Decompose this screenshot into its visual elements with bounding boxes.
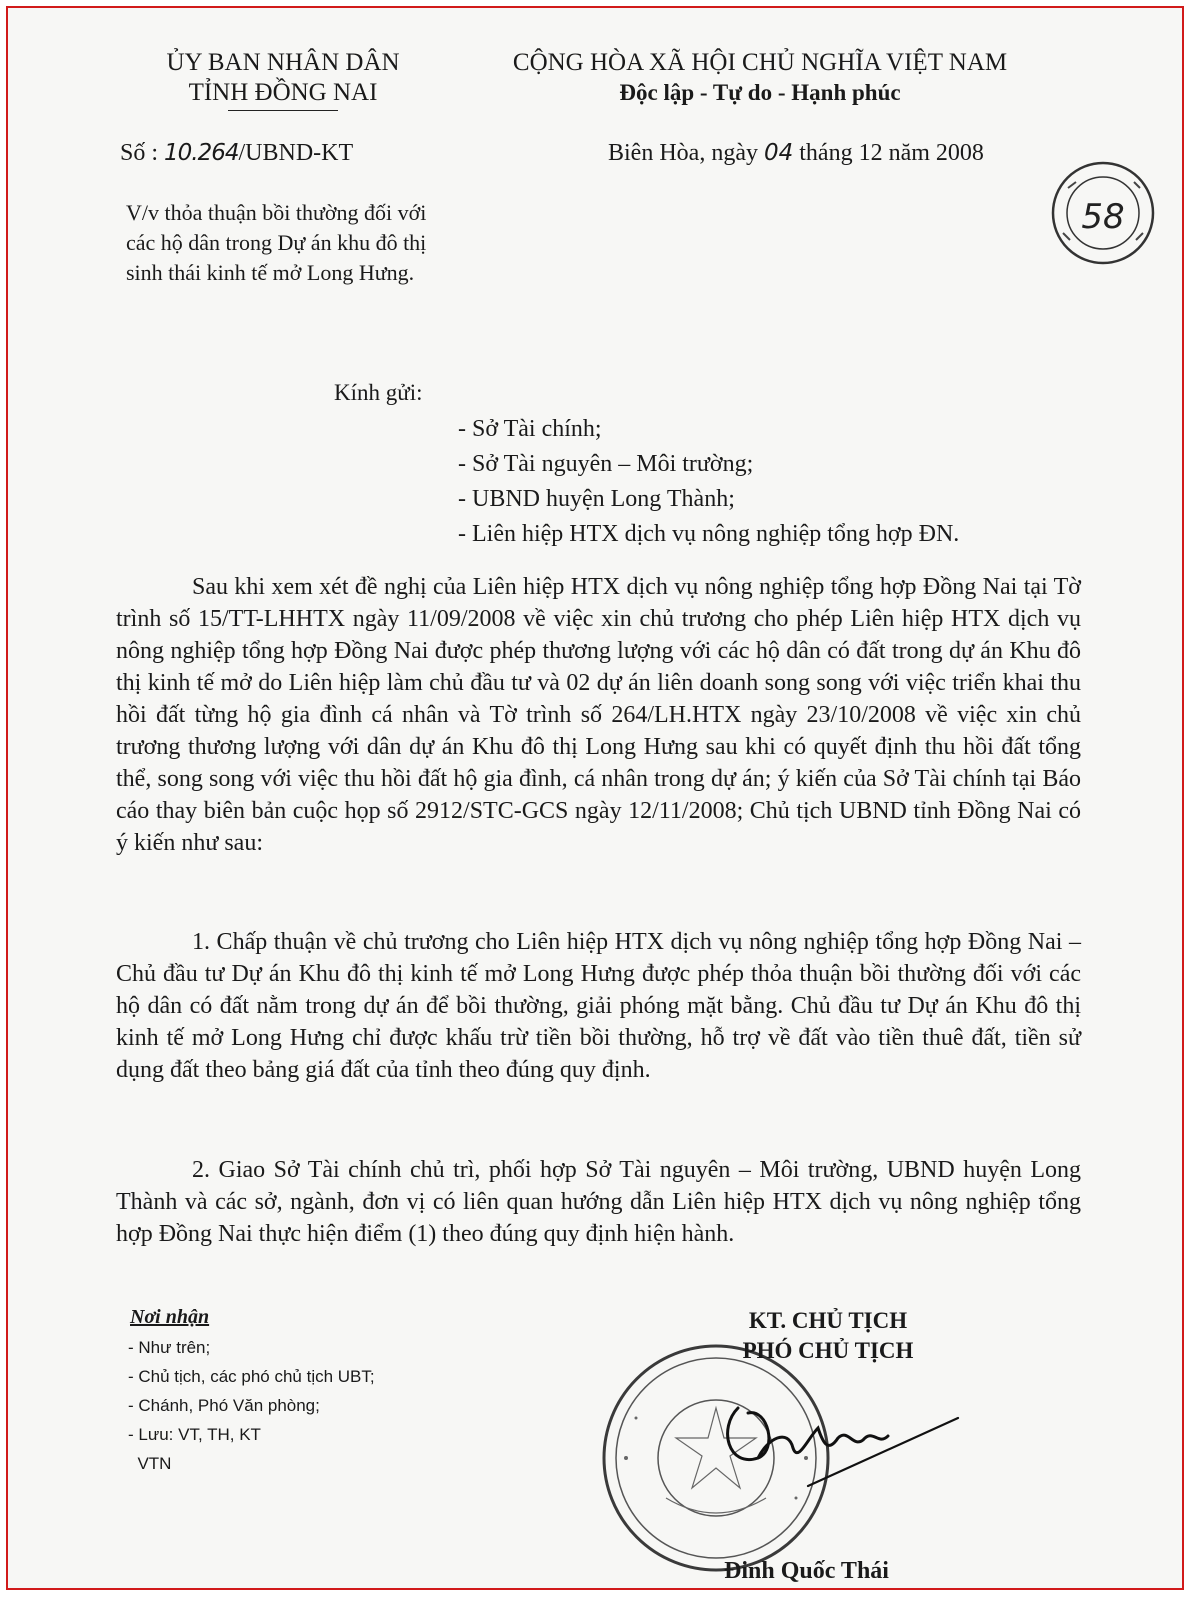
nation-header — [470, 48, 1050, 108]
document-page — [6, 6, 1184, 1590]
sign-line2: PHÓ CHỦ TỊCH — [742, 1338, 914, 1363]
agency-line1: ỦY BAN NHÂN DÂN — [166, 49, 400, 76]
nation-line1: CỘNG HÒA XÃ HỘI CHỦ NGHĨA VIỆT NAM — [512, 49, 1008, 76]
nation-motto: Độc lập - Tự do - Hạnh phúc — [619, 80, 901, 105]
recipient-item: - UBND huyện Long Thành; — [458, 486, 735, 512]
recipient-item: - Sở Tài nguyên – Môi trường; — [458, 451, 754, 477]
signature-title — [688, 1306, 968, 1366]
stamp-number: 58 — [1081, 197, 1125, 237]
recipients-label: Kính gửi: — [334, 380, 423, 405]
document-number — [120, 140, 353, 167]
sign-line1: KT. CHỦ TỊCH — [748, 1308, 908, 1333]
received-stamp — [1048, 158, 1158, 268]
noi-nhan-item: - Chủ tịch, các phó chủ tịch UBT; — [128, 1367, 375, 1386]
body-paragraph-1: Sau khi xem xét đề nghị của Liên hiệp HTX dịch vụ nông nghiệp tổng hợp Đồng Nai tại Tờ trình số 15/TT-LHHTX ngày 11/09/2008 về việc xin chủ trương cho phép Liên hiệp HTX dịch vụ nông nghiệp tổng hợp Đồng Nai được phép thương lượng với các hộ dân có đất trong dự án Khu đô thị kinh tế mở do Liên hiệp làm chủ đầu tư và 02 dự án liên doanh song song với việc triển khai thu hồi đất từng hộ gia đình cá nhân và Tờ trình số 264/LH.HTX ngày 23/10/2008 về việc xin chủ trương thương lượng với dân dự án Khu đô thị Long Hưng sau khi có quyết định thu hồi đất tổng thể, song song với việc thu hồi đất hộ gia đình, cá nhân trong dự án; ý kiến của Sở Tài chính tại Báo cáo thay biên bản cuộc họp số 2912/STC-GCS ngày 12/11/2008; Chủ tịch UBND tỉnh Đồng Nai có ý kiến như sau: — [116, 574, 1081, 856]
signer-name: Đinh Quốc Thái — [724, 1558, 889, 1584]
body-paragraph-3: 2. Giao Sở Tài chính chủ trì, phối hợp Sở Tài nguyên – Môi trường, UBND huyện Long Thành và các sở, ngành, đơn vị có liên quan hướng dẫn Liên hiệp HTX dịch vụ nông nghiệp tổng hợp Đồng Nai thực hiện điểm (1) theo đúng quy định hiện hành. — [116, 1157, 1081, 1247]
number-suffix: /UBND-KT — [238, 140, 354, 166]
noi-nhan-item: - Lưu: VT, TH, KT — [128, 1425, 261, 1444]
body-paragraph-2: 1. Chấp thuận về chủ trương cho Liên hiệp HTX dịch vụ nông nghiệp tổng hợp Đồng Nai – Chủ đầu tư Dự án Khu đô thị kinh tế mở Long Hưng được phép thỏa thuận bồi thường đối với các hộ dân có đất nằm trong dự án để bồi thường, giải phóng mặt bằng. Chủ đầu tư Dự án Khu đô thị kinh tế mở Long Hưng chỉ được khấu trừ tiền bồi thường, hỗ trợ về đất vào tiền thuê đất, tiền sử dụng đất theo bảng giá đất của tỉnh theo đúng quy định. — [116, 929, 1081, 1083]
noi-nhan-list — [128, 1333, 375, 1478]
place-date-suffix: tháng 12 năm 2008 — [799, 140, 984, 166]
noi-nhan-title: Nơi nhận — [130, 1306, 210, 1328]
signature — [698, 1368, 998, 1508]
agency-underline — [228, 110, 338, 111]
date-day: 04 — [763, 140, 794, 166]
place-date — [608, 140, 984, 167]
subject-line: các hộ dân trong Dự án khu đô thị — [126, 230, 427, 255]
number-prefix: Số : — [120, 140, 159, 166]
noi-nhan-item: VTN — [128, 1454, 172, 1473]
recipient-item: - Sở Tài chính; — [458, 416, 602, 442]
recipients-list — [458, 412, 959, 552]
agency-header — [158, 48, 408, 111]
subject-block — [126, 198, 426, 288]
recipient-item: - Liên hiệp HTX dịch vụ nông nghiệp tổng hợp ĐN. — [458, 521, 960, 547]
subject-line: V/v thỏa thuận bồi thường đối với — [126, 200, 427, 225]
noi-nhan-item: - Chánh, Phó Văn phòng; — [128, 1396, 320, 1415]
agency-line2: TỈNH ĐỒNG NAI — [188, 79, 378, 106]
place-date-prefix: Biên Hòa, ngày — [608, 140, 758, 166]
subject-line: sinh thái kinh tế mở Long Hưng. — [126, 260, 415, 285]
number-value: 10.264 — [164, 140, 239, 166]
noi-nhan-item: - Như trên; — [128, 1338, 211, 1357]
